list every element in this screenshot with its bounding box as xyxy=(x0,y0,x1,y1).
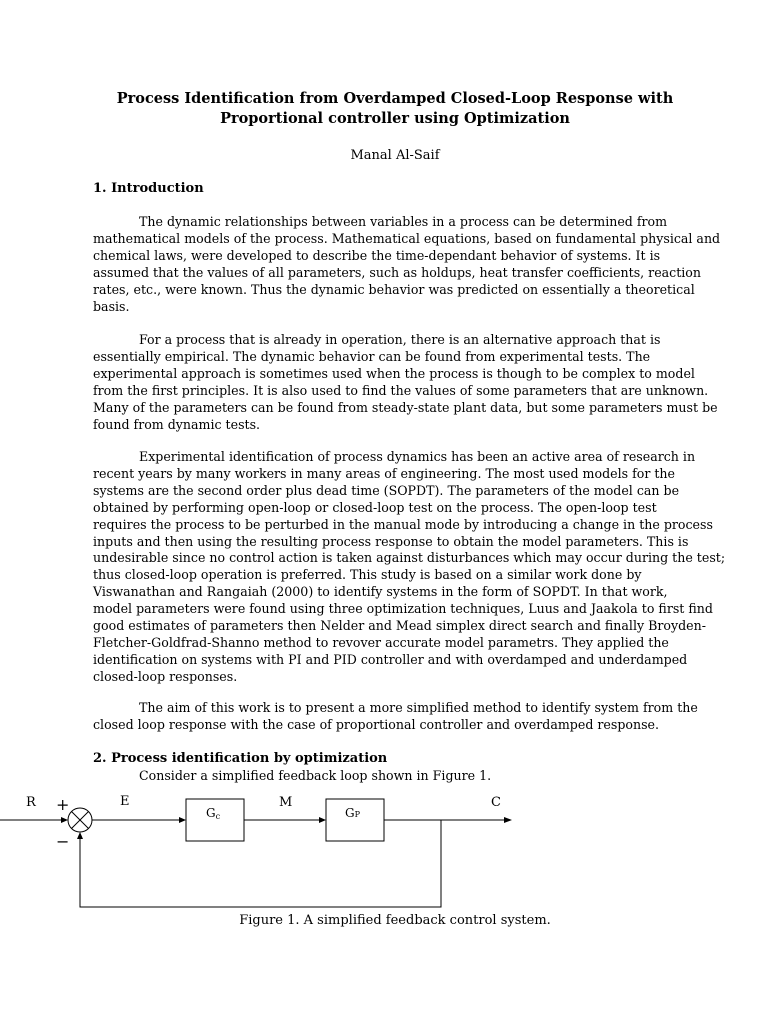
paragraph-line: mathematical models of the process. Mathematical equations, based on fundamental physical and xyxy=(93,230,721,246)
title-line-1: Process Identification from Overdamped Closed-Loop Response with xyxy=(116,90,674,107)
label-minus: − xyxy=(56,832,70,851)
paragraph-3 xyxy=(93,449,726,686)
section-1-heading: 1. Introduction xyxy=(93,181,204,196)
feedback-arrowhead xyxy=(77,832,83,839)
paragraph-line: rates, etc., were known. Thus the dynamic behavior was predicted on essentially a theoretical xyxy=(93,281,695,297)
paragraph-line: found from dynamic tests. xyxy=(93,416,261,432)
author-name: Manal Al-Saif xyxy=(350,148,440,163)
manipulated-arrowhead xyxy=(319,817,326,823)
paragraph-line: model parameters were found using three optimization techniques, Luus and Jaakola to first find xyxy=(93,601,713,617)
paragraph-line: assumed that the values of all parameters, such as holdups, heat transfer coefficients, reaction xyxy=(93,264,701,280)
label-plus: + xyxy=(56,795,70,814)
paragraph-line: from the first principles. It is also used to find the values of some parameters that are unknown. xyxy=(93,382,709,398)
error-arrowhead xyxy=(179,817,186,823)
paragraph-line: The aim of this work is to present a more simplified method to identify system from the xyxy=(139,700,698,715)
output-arrowhead xyxy=(504,817,512,823)
paragraph-line: obtained by performing open-loop or closed-loop test on the process. The open-loop test xyxy=(93,499,657,515)
paragraph-line: recent years by many workers in many areas of engineering. The most used models for the xyxy=(93,465,675,481)
paragraph-line: Fletcher-Goldfrad-Shanno method to revover accurate model parametrs. They applied the xyxy=(93,634,669,650)
paragraph-line: systems are the second order plus dead time (SOPDT). The parameters of the model can be xyxy=(93,482,680,498)
paragraph-4 xyxy=(93,700,698,734)
paragraph-line: The dynamic relationships between variables in a process can be determined from xyxy=(139,214,668,229)
label-r: R xyxy=(26,795,36,810)
paragraph-line: chemical laws, were developed to describe the time-dependant behavior of systems. It is xyxy=(93,247,661,263)
paragraph-line: Viswanathan and Rangaiah (2000) to identify systems in the form of SOPDT. In that work, xyxy=(93,584,668,600)
gp-label: GP xyxy=(345,806,360,820)
section-2-intro xyxy=(93,768,693,785)
section-2-heading: 2. Process identification by optimization xyxy=(93,751,388,766)
paragraph-line: essentially empirical. The dynamic behavior can be found from experimental tests. The xyxy=(93,348,651,364)
paragraph-line: closed-loop responses. xyxy=(93,668,238,684)
paragraph-2 xyxy=(93,332,718,433)
label-c: C xyxy=(491,795,501,810)
paragraph-line: thus closed-loop operation is preferred. This study is based on a similar work done by xyxy=(93,567,642,583)
feedback-path xyxy=(80,820,441,907)
paragraph-line: For a process that is already in operation, there is an alternative approach that is xyxy=(139,332,661,347)
paragraph-1 xyxy=(93,214,721,315)
paragraph-line: requires the process to be perturbed in the manual mode by introducing a change in the process xyxy=(93,516,713,532)
paragraph-line: Experimental identification of process dynamics has been an active area of research in xyxy=(139,449,696,464)
label-e: E xyxy=(120,794,130,809)
paragraph-line: Many of the parameters can be found from steady-state plant data, but some parameters must be xyxy=(93,399,718,415)
title-line-2: Proportional controller using Optimization xyxy=(220,110,570,127)
paragraph-line: basis. xyxy=(93,298,130,314)
process-block xyxy=(326,799,384,841)
paper-title xyxy=(60,89,730,129)
paragraph-line: identification on systems with PI and PID controller and with overdamped and underdamped xyxy=(93,651,688,667)
paragraph-line: good estimates of parameters then Nelder and Mead simplex direct search and finally Broyden- xyxy=(93,618,706,634)
input-arrowhead xyxy=(61,817,68,823)
label-m: M xyxy=(279,795,293,810)
paragraph-line: inputs and then using the resulting process response to obtain the model parameters. This is xyxy=(93,533,689,549)
figure-1-caption: Figure 1. A simplified feedback control system. xyxy=(239,913,551,928)
gc-label: Gc xyxy=(206,806,221,821)
paragraph-line: closed loop response with the case of proportional controller and overdamped response. xyxy=(93,716,659,732)
paragraph-line: experimental approach is sometimes used when the process is though to be complex to model xyxy=(93,365,695,381)
paragraph-line: Consider a simplified feedback loop shown in Figure 1. xyxy=(139,768,492,783)
feedback-loop-diagram xyxy=(0,785,768,915)
paragraph-line: undesirable since no control action is taken against disturbances which may occur during the test; xyxy=(93,550,726,566)
